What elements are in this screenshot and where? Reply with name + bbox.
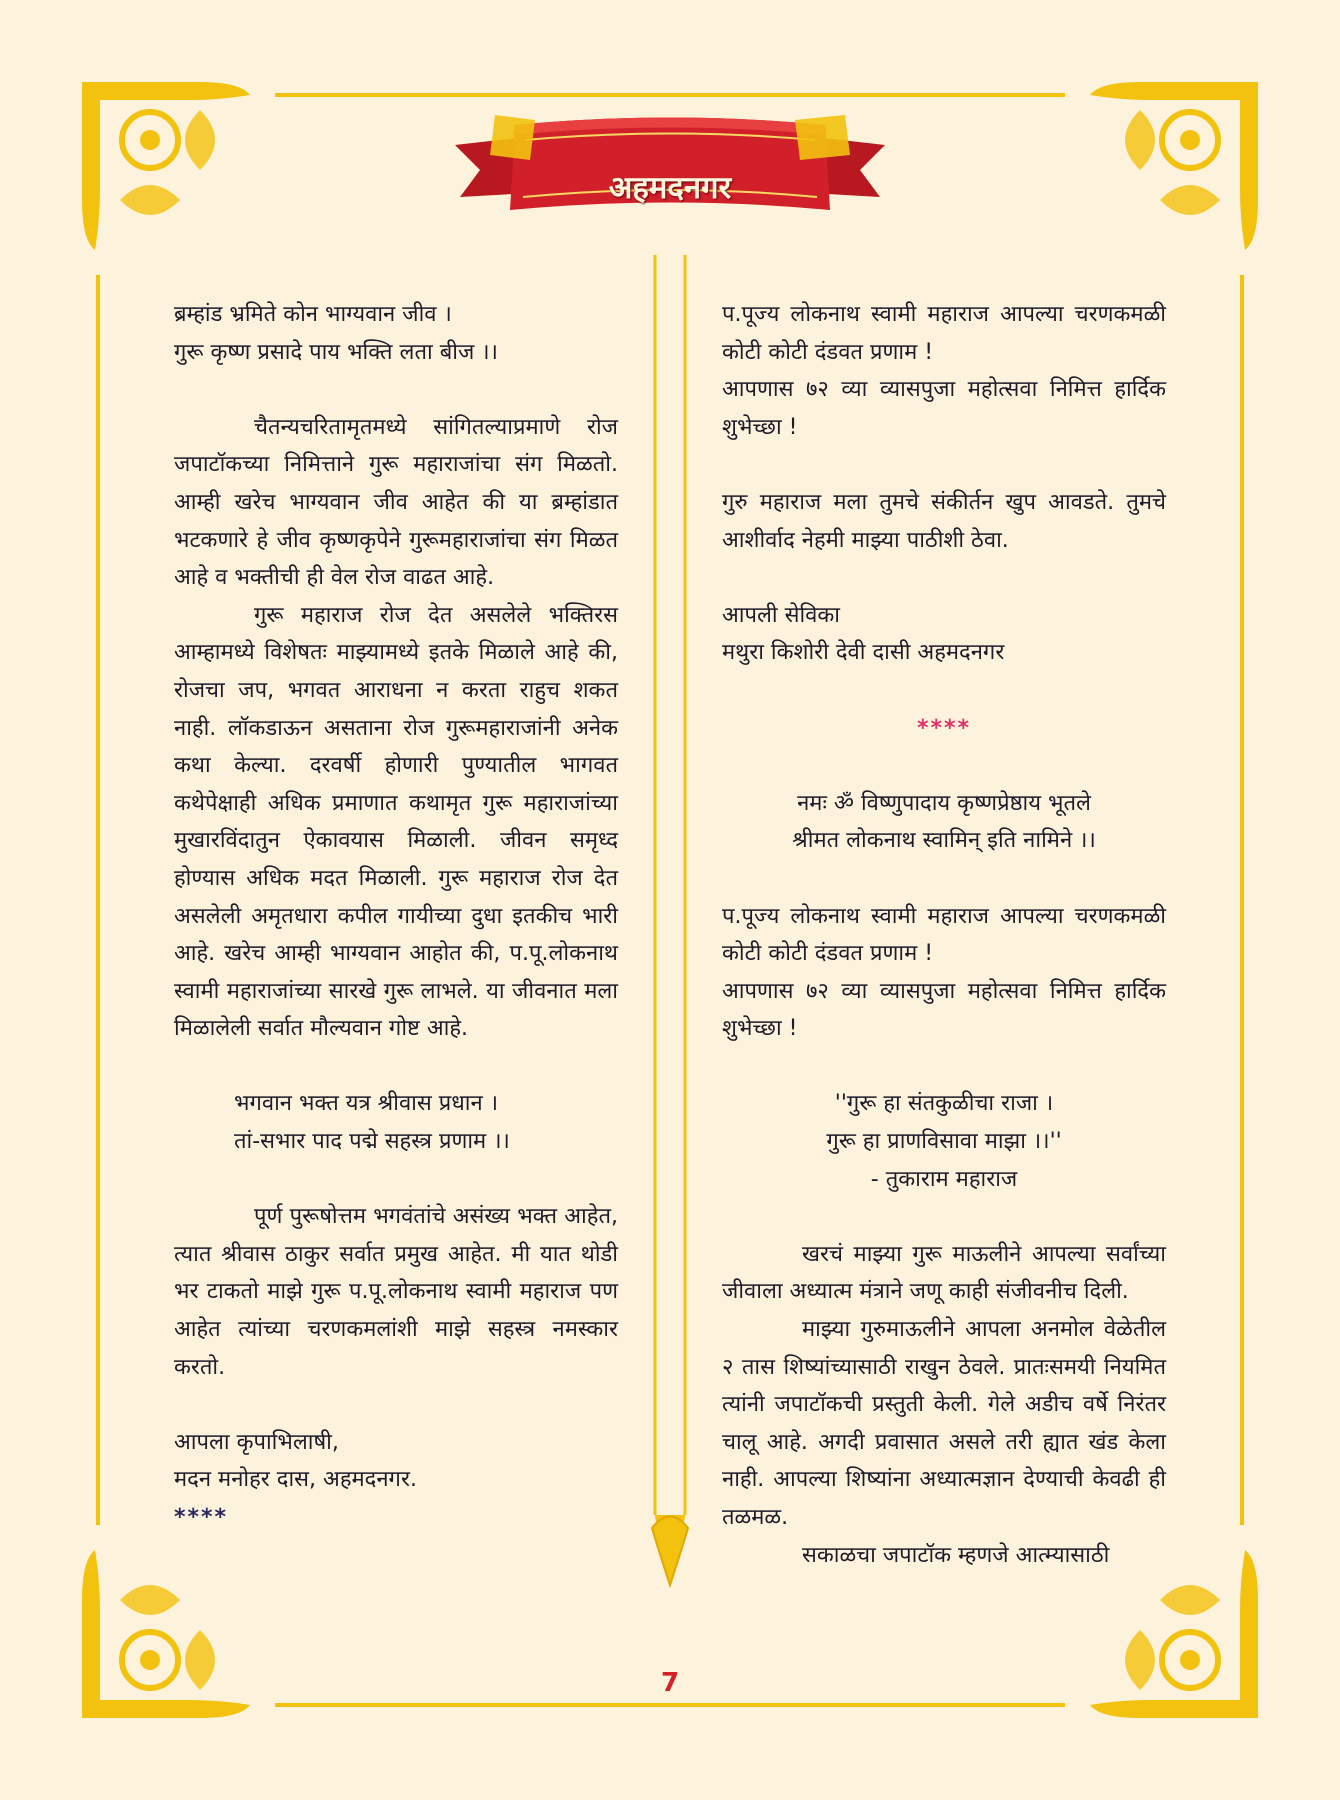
left-column bbox=[174, 296, 618, 1537]
paragraph: प.पूज्य लोकनाथ स्वामी महाराज आपल्या चरणकमळी कोटी कोटी दंडवत प्रणाम ! bbox=[722, 302, 1166, 365]
signature-line: आपला कृपाभिलाषी, bbox=[174, 1429, 339, 1455]
verse-line: गुरू कृष्ण प्रसादे पाय भक्ति लता बीज ।। bbox=[174, 339, 498, 365]
corner-ornament-top-left bbox=[82, 82, 250, 250]
column-divider bbox=[652, 255, 688, 1585]
paragraph: खरचं माझ्या गुरू माऊलीने आपल्या सर्वांच्या जीवाला अध्यात्म मंत्राने जणू काही संजीवनीच दिली. bbox=[722, 1241, 1166, 1305]
corner-ornament-bottom-right bbox=[1090, 1550, 1258, 1718]
corner-ornament-bottom-left bbox=[82, 1550, 250, 1718]
paragraph: माझ्या गुरुमाऊलीने आपला अनमोल वेळेतील २ तास शिष्यांच्यासाठी राखुन ठेवले. प्रातःसमयी नियमित त्यांनी जपाटॉकची प्रस्तुती केली. गेले अडीच वर्षे निरंतर चालू आहे. अगदी प्रवासात असले तरी ह्यात खंड केला नाही. आपल्या शिष्यांना अध्यात्मज्ञान देण्याची केवढी ही तळमळ. bbox=[722, 1317, 1166, 1530]
signature-name: मदन मनोहर दास, अहमदनगर. bbox=[174, 1467, 417, 1493]
page-number: 7 bbox=[660, 1668, 680, 1698]
verse-line: नमः ॐ विष्णुपादाय कृष्णप्रेष्ठाय भूतले bbox=[797, 790, 1091, 816]
paragraph: प.पूज्य लोकनाथ स्वामी महाराज आपल्या चरणकमळी कोटी कोटी दंडवत प्रणाम ! bbox=[722, 903, 1166, 967]
verse-line: ब्रम्हांड भ्रमिते कोन भाग्यवान जीव । bbox=[174, 302, 452, 327]
stars-separator: **** bbox=[174, 1505, 229, 1530]
paragraph: गुरू महाराज रोज देत असलेले भक्तिरस आम्हामध्ये विशेषतः माझ्यामध्ये इतके मिळाले आहे की, रोजचा जप, भगवत आराधना न करता राहुच शकत नाही. लॉकडाऊन असताना रोज गुरूमहाराजांनी अनेक कथा केल्या. दरवर्षी होणारी पुण्यातील भागवत कथेपेक्षाही अधिक प्रमाणात कथामृत गुरू महाराजांच्या मुखारविंदातुन ऐकावयास मिळाली. जीवन समृध्द होण्यास अधिक मदत मिळाली. गुरू महाराज रोज देत असलेली अमृतधारा कपील गायीच्या दुधा इतकीच भारी आहे. खरेच आम्ही भाग्यवान आहोत की, प.पू.लोकनाथ स्वामी महाराजांच्या सारखे गुरू लाभले. या जीवनात मला मिळालेली सर्वात मौल्यवान गोष्ट आहे. bbox=[174, 602, 618, 1042]
quote-author: - तुकाराम महाराज bbox=[870, 1166, 1018, 1192]
paragraph: चैतन्यचरितामृतमध्ये सांगितल्याप्रमाणे रोज जपाटॉकच्या निमित्ताने गुरू महाराजांचा संग मिळतो. आम्ही खरेच भाग्यवान जीव आहेत की या ब्रम्हांडात भटकणारे हे जीव कृष्णकृपेने गुरूमहाराजांचा संग मिळत आहे व भक्तीची ही वेल रोज वाढत आहे. bbox=[174, 414, 618, 591]
verse-line: श्रीमत लोकनाथ स्वामिन् इति नामिने ।। bbox=[792, 828, 1096, 854]
signature-line: आपली सेविका bbox=[722, 602, 840, 628]
quote-line: गुरू हा प्राणविसावा माझा ।।'' bbox=[826, 1129, 1062, 1155]
paragraph: आपणास ७२ व्या व्यासपुजा महोत्सवा निमित्त हार्दिक शुभेच्छा ! bbox=[722, 978, 1166, 1042]
paragraph: गुरु महाराज मला तुमचे संकीर्तन खुप आवडते. तुमचे आशीर्वाद नेहमी माझ्या पाठीशी ठेवा. bbox=[722, 489, 1166, 553]
verse-line: तां-सभार पाद पद्मे सहस्त्र प्रणाम ।। bbox=[234, 1129, 510, 1155]
stars-separator: **** bbox=[916, 715, 972, 741]
quote-line: ''गुरू हा संतकुळीचा राजा । bbox=[834, 1091, 1054, 1117]
paragraph: पूर्ण पुरूषोत्तम भगवंतांचे असंख्य भक्त आहेत, त्यात श्रीवास ठाकुर सर्वात प्रमुख आहेत. मी यात थोडी भर टाकतो माझे गुरू प.पू.लोकनाथ स्वामी महाराज पण आहेत त्यांच्या चरणकमलांशी माझे सहस्त्र नमस्कार करतो. bbox=[174, 1204, 618, 1380]
verse-line: भगवान भक्त यत्र श्रीवास प्रधान । bbox=[234, 1091, 499, 1117]
paragraph: सकाळचा जपाटॉक म्हणजे आत्म्यासाठी bbox=[802, 1542, 1110, 1568]
corner-ornament-top-right bbox=[1090, 82, 1258, 250]
signature-name: मथुरा किशोरी देवी दासी अहमदनगर bbox=[722, 640, 1005, 666]
paragraph: आपणास ७२ व्या व्यासपुजा महोत्सवा निमित्त हार्दिक शुभेच्छा ! bbox=[722, 377, 1166, 440]
page-title: अहमदनगर bbox=[608, 170, 732, 206]
right-column bbox=[722, 296, 1166, 1574]
